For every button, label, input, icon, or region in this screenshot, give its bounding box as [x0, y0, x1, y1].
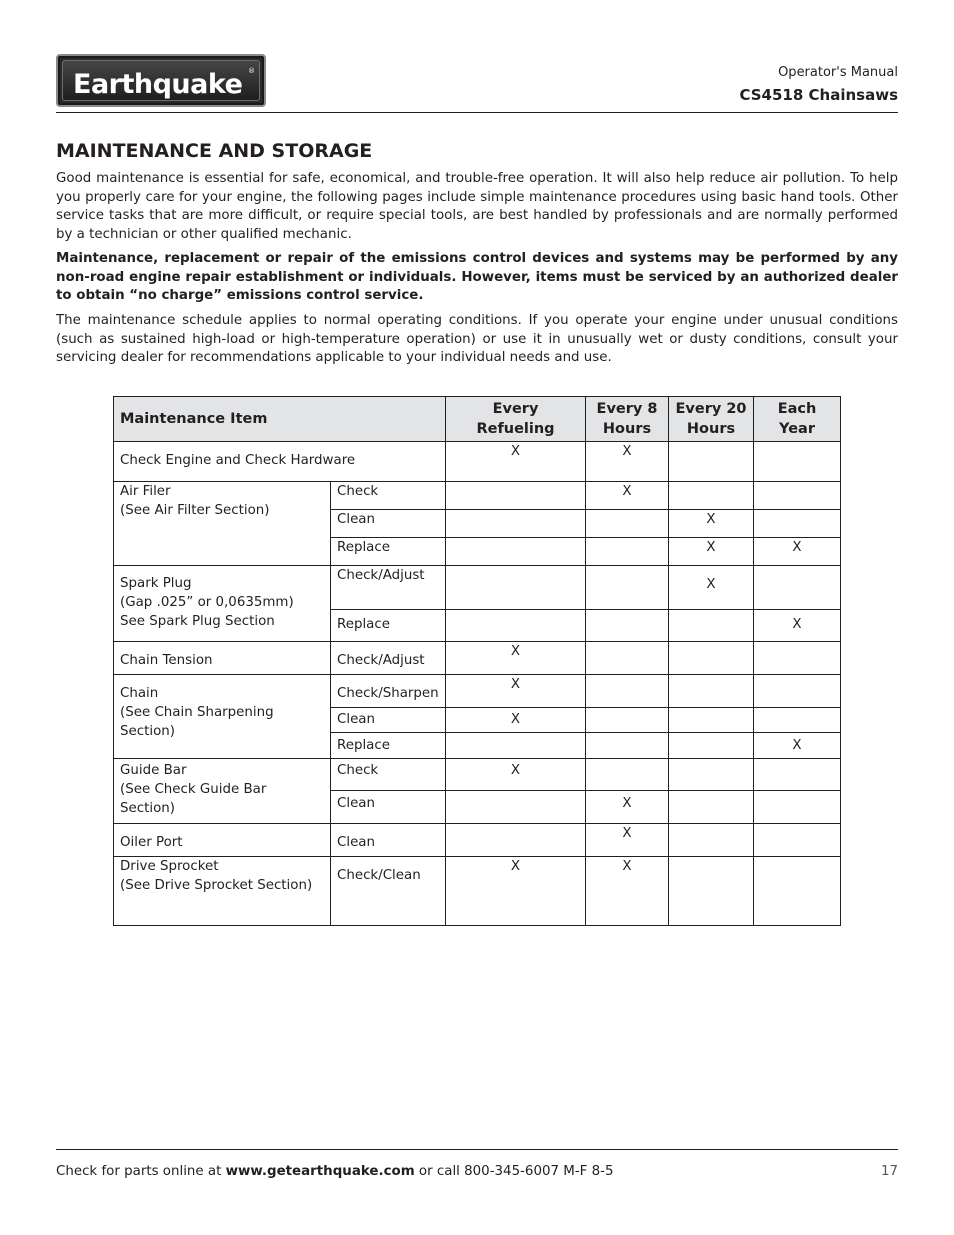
manual-label: Operator's Manual — [778, 65, 898, 80]
mark-cell — [754, 510, 841, 538]
mark-cell — [669, 708, 754, 733]
action-cell: Check/Sharpen — [331, 675, 446, 708]
footer-website-link[interactable]: www.getearthquake.com — [225, 1164, 415, 1179]
mark-cell: X — [446, 675, 586, 708]
mark-cell — [754, 759, 841, 791]
item-reference: (See Air Filter Section) — [120, 503, 270, 518]
mark-cell: X — [586, 442, 669, 482]
table-row — [114, 824, 841, 857]
table-header-row — [114, 397, 841, 442]
mark-cell — [586, 610, 669, 642]
mark-cell — [669, 733, 754, 759]
action-cell: Replace — [331, 538, 446, 566]
mark-cell — [754, 675, 841, 708]
mark-cell: X — [586, 482, 669, 510]
registered-mark: ® — [248, 67, 255, 75]
item-cell — [114, 482, 331, 566]
brand-logo-text: Earthquake — [73, 69, 243, 100]
mark-cell — [754, 566, 841, 610]
mark-cell — [446, 482, 586, 510]
header-every-20-hours: Every 20 Hours — [669, 397, 754, 442]
action-cell: Clean — [331, 791, 446, 824]
mark-cell — [754, 708, 841, 733]
mark-cell — [669, 482, 754, 510]
mark-cell: X — [446, 708, 586, 733]
action-cell: Replace — [331, 733, 446, 759]
table-row — [114, 566, 841, 610]
action-cell: Replace — [331, 610, 446, 642]
item-reference: (See Drive Sprocket Section) — [120, 878, 313, 893]
table-row — [114, 759, 841, 791]
mark-cell — [669, 791, 754, 824]
footer-phone: or call 800-345-6007 M-F 8-5 — [414, 1164, 614, 1179]
item-cell — [114, 675, 331, 759]
action-cell: Check/Clean — [331, 857, 446, 926]
brand-logo-plate — [62, 60, 260, 101]
page-number: 17 — [880, 1164, 898, 1179]
mark-cell — [586, 675, 669, 708]
mark-cell: X — [586, 791, 669, 824]
mark-cell — [669, 642, 754, 675]
mark-cell: X — [586, 824, 669, 857]
table-row — [114, 482, 841, 510]
mark-cell — [754, 482, 841, 510]
item-name: Chain — [120, 686, 159, 701]
item-name: Air Filer — [120, 484, 171, 499]
action-cell: Check — [331, 482, 446, 510]
mark-cell: X — [669, 510, 754, 538]
mark-cell — [754, 857, 841, 926]
header-each-year: Each Year — [754, 397, 841, 442]
mark-cell — [586, 538, 669, 566]
item-reference: (See Check Guide Bar Section) — [120, 782, 267, 816]
mark-cell — [446, 733, 586, 759]
maintenance-schedule-table — [113, 396, 841, 926]
mark-cell — [446, 824, 586, 857]
table-row — [114, 442, 841, 482]
mark-cell — [586, 566, 669, 610]
action-cell: Check/Adjust — [331, 566, 446, 610]
item-name: Spark Plug — [120, 576, 192, 591]
section-title: MAINTENANCE AND STORAGE — [56, 140, 373, 162]
mark-cell — [446, 566, 586, 610]
item-cell — [114, 566, 331, 642]
emissions-paragraph: Maintenance, replacement or repair of the emissions control devices and systems may be performed by any non-road engine repair establishment or individuals. However, items must be serviced by an authorized dealer to obtain “no charge” emissions control service. — [56, 251, 898, 304]
mark-cell: X — [446, 759, 586, 791]
model-title: CS4518 Chainsaws — [739, 86, 898, 104]
mark-cell: X — [754, 538, 841, 566]
item-cell: Oiler Port — [114, 824, 331, 857]
mark-cell: X — [446, 642, 586, 675]
table-row — [114, 675, 841, 708]
mark-cell — [669, 675, 754, 708]
table-row — [114, 857, 841, 926]
mark-cell — [754, 642, 841, 675]
mark-cell: X — [669, 538, 754, 566]
mark-cell — [446, 610, 586, 642]
mark-cell: X — [446, 442, 586, 482]
mark-cell — [754, 791, 841, 824]
mark-cell — [586, 510, 669, 538]
mark-cell — [754, 442, 841, 482]
item-cell — [114, 759, 331, 824]
mark-cell — [669, 759, 754, 791]
mark-cell — [669, 442, 754, 482]
item-cell: Check Engine and Check Hardware — [114, 442, 446, 482]
header-divider — [56, 112, 898, 113]
mark-cell: X — [669, 566, 754, 610]
mark-cell — [446, 510, 586, 538]
mark-cell — [586, 733, 669, 759]
schedule-paragraph: The maintenance schedule applies to normal operating conditions. If you operate your engine under unusual conditions (such as sustained high-load or high-temperature operation) or use it in unusually wet or dusty conditions, consult your servicing dealer for recommendations applicable to your individual needs and use. — [56, 313, 898, 366]
header-maintenance-item: Maintenance Item — [114, 397, 446, 442]
mark-cell — [446, 791, 586, 824]
mark-cell: X — [446, 857, 586, 926]
table-row — [114, 642, 841, 675]
mark-cell — [446, 538, 586, 566]
mark-cell — [669, 857, 754, 926]
item-name: Guide Bar — [120, 763, 187, 778]
footer-prefix: Check for parts online at — [56, 1164, 226, 1179]
item-reference: (Gap .025” or 0,0635mm) — [120, 595, 294, 610]
footer-contact — [56, 1164, 613, 1179]
action-cell: Check/Adjust — [331, 642, 446, 675]
mark-cell — [586, 642, 669, 675]
item-reference: See Spark Plug Section — [120, 614, 275, 629]
action-cell: Check — [331, 759, 446, 791]
item-cell — [114, 857, 331, 926]
mark-cell: X — [586, 857, 669, 926]
item-cell: Chain Tension — [114, 642, 331, 675]
brand-logo — [56, 54, 266, 107]
item-reference: (See Chain Sharpening Section) — [120, 705, 274, 739]
mark-cell: X — [754, 733, 841, 759]
action-cell: Clean — [331, 824, 446, 857]
mark-cell — [669, 824, 754, 857]
header-every-8-hours: Every 8 Hours — [586, 397, 669, 442]
mark-cell — [586, 759, 669, 791]
mark-cell: X — [754, 610, 841, 642]
action-cell: Clean — [331, 708, 446, 733]
mark-cell — [669, 610, 754, 642]
item-name: Drive Sprocket — [120, 859, 219, 874]
header-every-refueling: Every Refueling — [446, 397, 586, 442]
mark-cell — [586, 708, 669, 733]
footer-divider — [56, 1149, 898, 1150]
action-cell: Clean — [331, 510, 446, 538]
mark-cell — [754, 824, 841, 857]
intro-paragraph: Good maintenance is essential for safe, economical, and trouble-free operation. It will also help reduce air pollution. To help you properly care for your engine, the following pages include simple maintenance procedures using basic hand tools. Other service tasks that are more difficult, or require special tools, are best handled by professionals and are normally performed by a technician or other qualified mechanic. — [56, 171, 898, 243]
